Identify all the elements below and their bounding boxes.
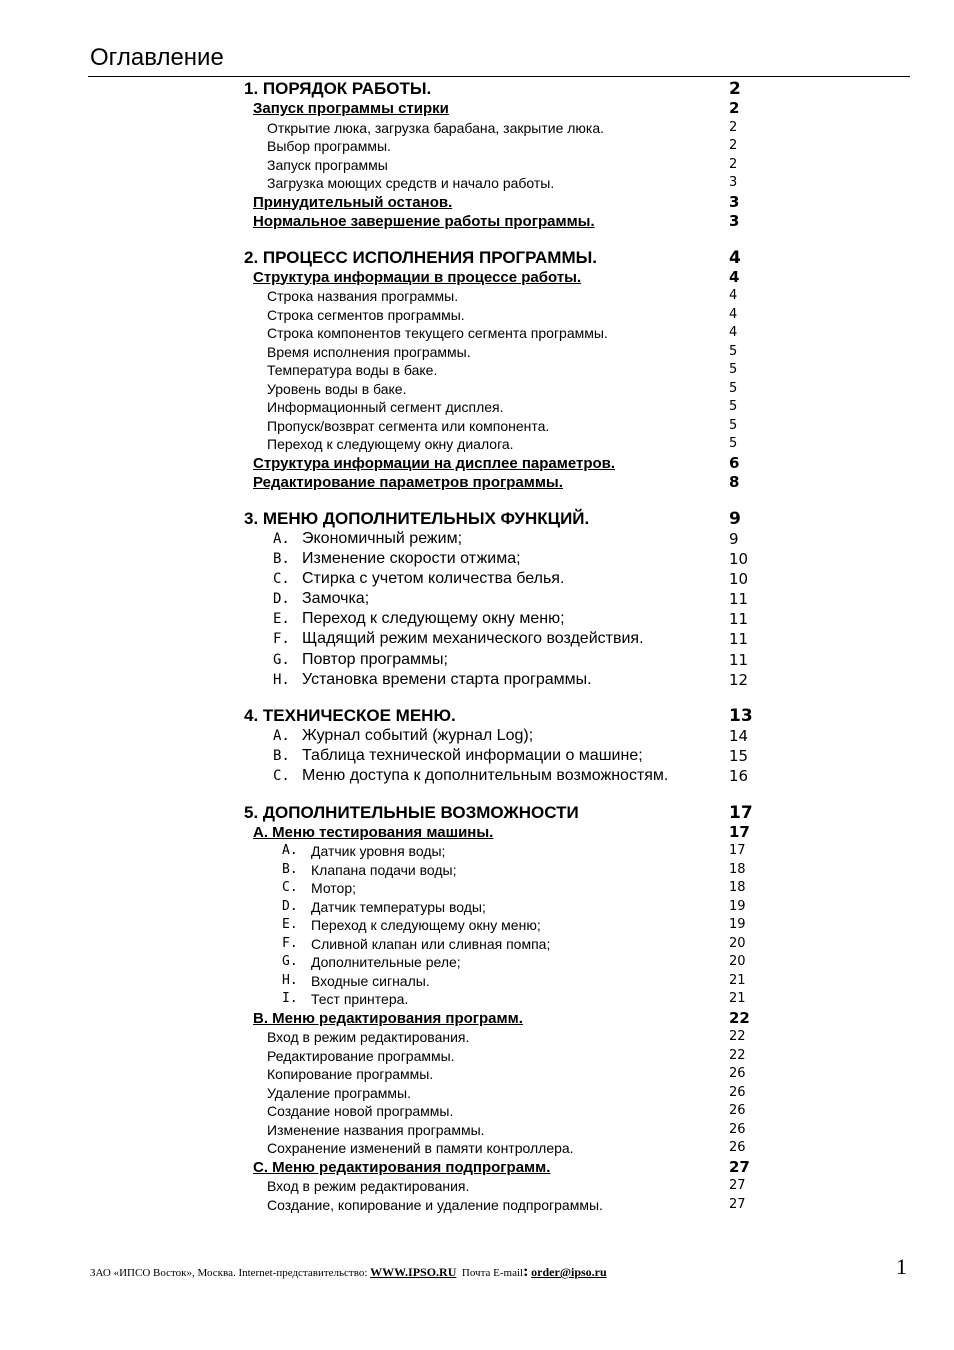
- toc-item-letter: G.: [282, 954, 298, 970]
- toc-item-title: Строка названия программы.: [267, 288, 459, 304]
- toc-section[interactable]: [0, 212, 954, 232]
- toc-item-title: Таблица технической информации о машине;: [302, 747, 643, 765]
- toc-item-title: 5. ДОПОЛНИТЕЛЬНЫЕ ВОЗМОЖНОСТИ: [244, 802, 579, 822]
- toc-lettered-item[interactable]: [0, 726, 954, 746]
- toc-spacer: [0, 690, 954, 706]
- toc-item-page: 18: [729, 861, 746, 877]
- toc-chapter[interactable]: [0, 803, 954, 823]
- toc-item-page: 9: [729, 508, 741, 529]
- toc-spacer: [0, 787, 954, 803]
- toc-item-page: 11: [729, 590, 749, 609]
- toc-item-page: 3: [729, 175, 738, 190]
- toc-sublettered-item[interactable]: [0, 898, 954, 917]
- toc-lettered-item[interactable]: [0, 529, 954, 549]
- toc-item-page: 5: [729, 380, 738, 396]
- toc-item-page: 11: [729, 630, 749, 649]
- toc-section[interactable]: [0, 823, 954, 843]
- toc-subsection[interactable]: [0, 1047, 954, 1066]
- toc-item-page: 2: [729, 99, 740, 117]
- toc-item-title: 4. ТЕХНИЧЕСКОЕ МЕНЮ.: [244, 706, 456, 725]
- toc-item-page: 19: [729, 898, 746, 914]
- toc-lettered-item[interactable]: [0, 629, 954, 649]
- toc-lettered-item[interactable]: [0, 569, 954, 589]
- toc-lettered-item[interactable]: [0, 609, 954, 629]
- toc-item-page: 21: [729, 991, 746, 1007]
- toc-item-letter: C.: [273, 768, 290, 785]
- toc-lettered-item[interactable]: [0, 650, 954, 670]
- table-of-contents: [0, 79, 954, 1214]
- toc-subsection[interactable]: [0, 174, 954, 193]
- toc-item-title: Стирка с учетом количества белья.: [302, 569, 565, 587]
- toc-item-page: 19: [729, 917, 746, 933]
- toc-item-title: Запуск программы стирки: [253, 100, 449, 117]
- toc-item-title: Редактирование параметров программы.: [253, 474, 563, 491]
- title-rule: [88, 76, 910, 77]
- toc-item-page: 3: [729, 192, 740, 211]
- toc-item-page: 4: [729, 306, 738, 322]
- toc-subsection[interactable]: [0, 1121, 954, 1140]
- footer-company: ЗАО «ИПСО Восток», Москва. Internet-представительство:: [90, 1267, 368, 1279]
- toc-item-page: 27: [729, 1178, 746, 1194]
- toc-item-title: A. Меню тестирования машины.: [253, 823, 494, 841]
- toc-item-page: 6: [729, 453, 740, 472]
- toc-item-letter: A.: [273, 530, 290, 547]
- toc-item-title: Тест принтера.: [311, 991, 409, 1008]
- toc-item-letter: A.: [282, 843, 298, 859]
- toc-item-page: 10: [729, 569, 749, 588]
- toc-item-title: Щадящий режим механического воздействия.: [302, 630, 644, 648]
- toc-item-page: 26: [729, 1121, 746, 1137]
- toc-item-title: Датчик температуры воды;: [311, 898, 486, 915]
- toc-subsection[interactable]: [0, 1028, 954, 1047]
- toc-item-page: 4: [729, 325, 738, 340]
- toc-item-title: Принудительный останов.: [253, 193, 453, 211]
- toc-subsection[interactable]: [0, 417, 954, 436]
- toc-subsection[interactable]: [0, 156, 954, 175]
- toc-item-title: Нормальное завершение работы программы.: [253, 213, 595, 230]
- toc-item-page: 17: [729, 843, 746, 859]
- toc-item-letter: E.: [273, 611, 290, 628]
- toc-lettered-item[interactable]: [0, 549, 954, 569]
- toc-item-page: 26: [729, 1066, 746, 1082]
- toc-subsection[interactable]: [0, 1139, 954, 1158]
- toc-item-title: Редактирование программы.: [267, 1047, 455, 1064]
- toc-item-title: Изменение скорости отжима;: [302, 549, 521, 567]
- toc-subsection[interactable]: [0, 380, 954, 399]
- toc-chapter[interactable]: [0, 509, 954, 529]
- toc-item-letter: E.: [282, 917, 298, 933]
- toc-section[interactable]: [0, 454, 954, 474]
- toc-subsection[interactable]: [0, 306, 954, 325]
- toc-item-page: 9: [729, 529, 739, 548]
- toc-item-title: Входные сигналы.: [311, 972, 430, 989]
- toc-item-title: Пропуск/возврат сегмента или компонента.: [267, 417, 550, 434]
- toc-section[interactable]: [0, 473, 954, 493]
- toc-item-title: Строка компонентов текущего сегмента программы.: [267, 325, 608, 341]
- toc-item-letter: B.: [282, 861, 298, 877]
- toc-lettered-item[interactable]: [0, 746, 954, 766]
- toc-item-letter: I.: [282, 991, 298, 1007]
- toc-subsection[interactable]: [0, 398, 954, 417]
- toc-item-page: 18: [729, 880, 746, 896]
- toc-subsection[interactable]: [0, 361, 954, 380]
- toc-chapter[interactable]: [0, 706, 954, 726]
- toc-item-title: Сливной клапан или сливная помпа;: [311, 935, 551, 952]
- toc-chapter[interactable]: [0, 248, 954, 268]
- toc-item-title: Время исполнения программы.: [267, 343, 471, 360]
- toc-item-page: 27: [729, 1196, 746, 1212]
- toc-item-letter: A.: [273, 728, 290, 744]
- toc-item-page: 4: [729, 288, 738, 303]
- toc-item-page: 17: [729, 802, 753, 823]
- toc-item-page: 3: [729, 212, 740, 230]
- toc-item-title: C. Меню редактирования подпрограмм.: [253, 1158, 551, 1176]
- toc-item-title: Строка сегментов программы.: [267, 306, 465, 323]
- toc-item-title: Дополнительные реле;: [311, 954, 461, 971]
- toc-item-title: Открытие люка, загрузка барабана, закрытие люка.: [267, 119, 605, 136]
- toc-item-page: 5: [729, 417, 738, 433]
- toc-item-title: Изменение названия программы.: [267, 1121, 485, 1138]
- toc-sublettered-item[interactable]: [0, 935, 954, 954]
- toc-item-page: 5: [729, 343, 738, 359]
- toc-item-page: 22: [729, 1008, 750, 1027]
- toc-item-page: 11: [729, 650, 749, 669]
- toc-item-page: 22: [729, 1029, 746, 1045]
- toc-sublettered-item[interactable]: [0, 990, 954, 1009]
- toc-section[interactable]: [0, 193, 954, 213]
- toc-item-letter: C.: [273, 570, 290, 587]
- toc-sublettered-item[interactable]: [0, 879, 954, 898]
- toc-item-title: Создание, копирование и удаление подпрограммы.: [267, 1196, 603, 1213]
- toc-item-page: 14: [729, 727, 749, 745]
- toc-item-page: 2: [729, 156, 738, 172]
- toc-item-title: Структура информации на дисплее параметров.: [253, 454, 616, 472]
- toc-item-title: Создание новой программы.: [267, 1103, 454, 1120]
- toc-item-letter: D.: [273, 591, 290, 608]
- toc-item-title: Журнал событий (журнал Log);: [302, 727, 534, 744]
- toc-item-page: 8: [729, 473, 740, 491]
- toc-item-page: 4: [729, 247, 741, 268]
- toc-item-title: B. Меню редактирования программ.: [253, 1009, 523, 1027]
- toc-item-title: Меню доступа к дополнительным возможностям.: [302, 767, 669, 785]
- toc-subsection[interactable]: [0, 119, 954, 138]
- toc-item-page: 20: [729, 935, 746, 951]
- toc-item-title: Клапана подачи воды;: [311, 861, 457, 878]
- toc-spacer: [0, 232, 954, 248]
- toc-item-letter: F.: [282, 935, 298, 951]
- toc-item-title: Выбор программы.: [267, 138, 391, 154]
- toc-item-page: 5: [729, 362, 738, 377]
- toc-section[interactable]: [0, 1009, 954, 1029]
- toc-item-letter: H.: [273, 671, 290, 688]
- toc-sublettered-item[interactable]: [0, 916, 954, 935]
- toc-sublettered-item[interactable]: [0, 972, 954, 991]
- toc-spacer: [0, 493, 954, 509]
- toc-item-title: Переход к следующему окну диалога.: [267, 436, 514, 452]
- toc-item-page: 10: [729, 549, 749, 568]
- toc-item-page: 26: [729, 1140, 746, 1156]
- toc-item-title: Переход к следующему окну меню;: [302, 610, 565, 628]
- toc-item-title: Уровень воды в баке.: [267, 380, 407, 397]
- toc-item-page: 22: [729, 1047, 746, 1063]
- toc-subsection[interactable]: [0, 137, 954, 156]
- toc-item-page: 4: [729, 267, 740, 286]
- toc-item-letter: B.: [273, 748, 290, 765]
- toc-item-page: 12: [729, 670, 749, 689]
- toc-item-title: Информационный сегмент дисплея.: [267, 399, 504, 415]
- toc-section[interactable]: [0, 99, 954, 119]
- toc-item-letter: F.: [273, 631, 290, 648]
- footer: [90, 1263, 607, 1281]
- toc-item-title: Сохранение изменений в памяти контроллера.: [267, 1140, 574, 1157]
- toc-section[interactable]: [0, 1158, 954, 1178]
- toc-item-title: Датчик уровня воды;: [311, 843, 446, 860]
- toc-item-title: Удаление программы.: [267, 1084, 411, 1101]
- toc-sublettered-item[interactable]: [0, 842, 954, 861]
- toc-item-title: Вход в режим редактирования.: [267, 1178, 470, 1195]
- toc-subsection[interactable]: [0, 1065, 954, 1084]
- toc-item-letter: G.: [273, 651, 290, 668]
- toc-section[interactable]: [0, 268, 954, 288]
- toc-item-title: Переход к следующему окну меню;: [311, 917, 541, 934]
- toc-item-page: 17: [729, 822, 750, 841]
- toc-item-title: Запуск программы: [267, 156, 388, 173]
- toc-item-title: Установка времени старта программы.: [302, 670, 592, 688]
- toc-item-title: Экономичный режим;: [302, 529, 463, 547]
- toc-item-page: 27: [729, 1157, 750, 1176]
- toc-lettered-item[interactable]: [0, 670, 954, 690]
- toc-subsection[interactable]: [0, 435, 954, 454]
- toc-item-page: 26: [729, 1103, 746, 1119]
- toc-subsection[interactable]: [0, 343, 954, 362]
- toc-item-page: 11: [729, 610, 749, 629]
- toc-item-letter: D.: [282, 898, 298, 914]
- toc-item-letter: H.: [282, 972, 298, 988]
- toc-item-page: 26: [729, 1084, 746, 1100]
- toc-item-title: Температура воды в баке.: [267, 362, 438, 378]
- toc-chapter[interactable]: [0, 79, 954, 99]
- toc-item-title: Мотор;: [311, 880, 357, 897]
- toc-item-title: Повтор программы;: [302, 650, 448, 668]
- toc-item-page: 2: [729, 138, 738, 153]
- toc-item-page: 5: [729, 436, 738, 451]
- toc-item-page: 16: [729, 767, 749, 786]
- toc-item-title: Структура информации в процессе работы.: [253, 268, 582, 286]
- page-number: 1: [896, 1254, 907, 1279]
- toc-item-title: 1. ПОРЯДОК РАБОТЫ.: [244, 79, 432, 98]
- toc-subsection[interactable]: [0, 1084, 954, 1103]
- toc-item-page: 13: [729, 706, 753, 726]
- toc-item-page: 2: [729, 79, 741, 99]
- toc-item-page: 21: [729, 972, 746, 988]
- toc-subsection[interactable]: [0, 1177, 954, 1196]
- toc-item-title: 2. ПРОЦЕСС ИСПОЛНЕНИЯ ПРОГРАММЫ.: [244, 247, 597, 267]
- toc-item-page: 20: [729, 954, 746, 970]
- toc-item-page: 5: [729, 399, 738, 414]
- toc-item-page: 2: [729, 119, 738, 135]
- footer-mail-label: Почта E-mail: [461, 1267, 524, 1279]
- toc-item-title: Загрузка моющих средств и начало работы.: [267, 175, 555, 191]
- page-title: Оглавление: [90, 44, 224, 71]
- footer-email-link[interactable]: order@ipso.ru: [531, 1265, 607, 1279]
- toc-lettered-item[interactable]: [0, 589, 954, 609]
- toc-lettered-item[interactable]: [0, 766, 954, 786]
- toc-item-letter: C.: [282, 880, 298, 896]
- toc-sublettered-item[interactable]: [0, 861, 954, 880]
- toc-subsection[interactable]: [0, 287, 954, 306]
- toc-subsection[interactable]: [0, 1196, 954, 1215]
- footer-colon: :: [523, 1263, 529, 1280]
- toc-item-letter: B.: [273, 550, 290, 567]
- toc-item-title: Копирование программы.: [267, 1066, 434, 1083]
- toc-sublettered-item[interactable]: [0, 953, 954, 972]
- toc-item-title: 3. МЕНЮ ДОПОЛНИТЕЛЬНЫХ ФУНКЦИЙ.: [244, 508, 590, 528]
- toc-item-page: 15: [729, 747, 749, 766]
- toc-subsection[interactable]: [0, 1102, 954, 1121]
- footer-website-link[interactable]: WWW.IPSO.RU: [370, 1265, 457, 1279]
- toc-item-title: Замочка;: [302, 590, 370, 608]
- toc-subsection[interactable]: [0, 324, 954, 343]
- toc-item-title: Вход в режим редактирования.: [267, 1029, 470, 1046]
